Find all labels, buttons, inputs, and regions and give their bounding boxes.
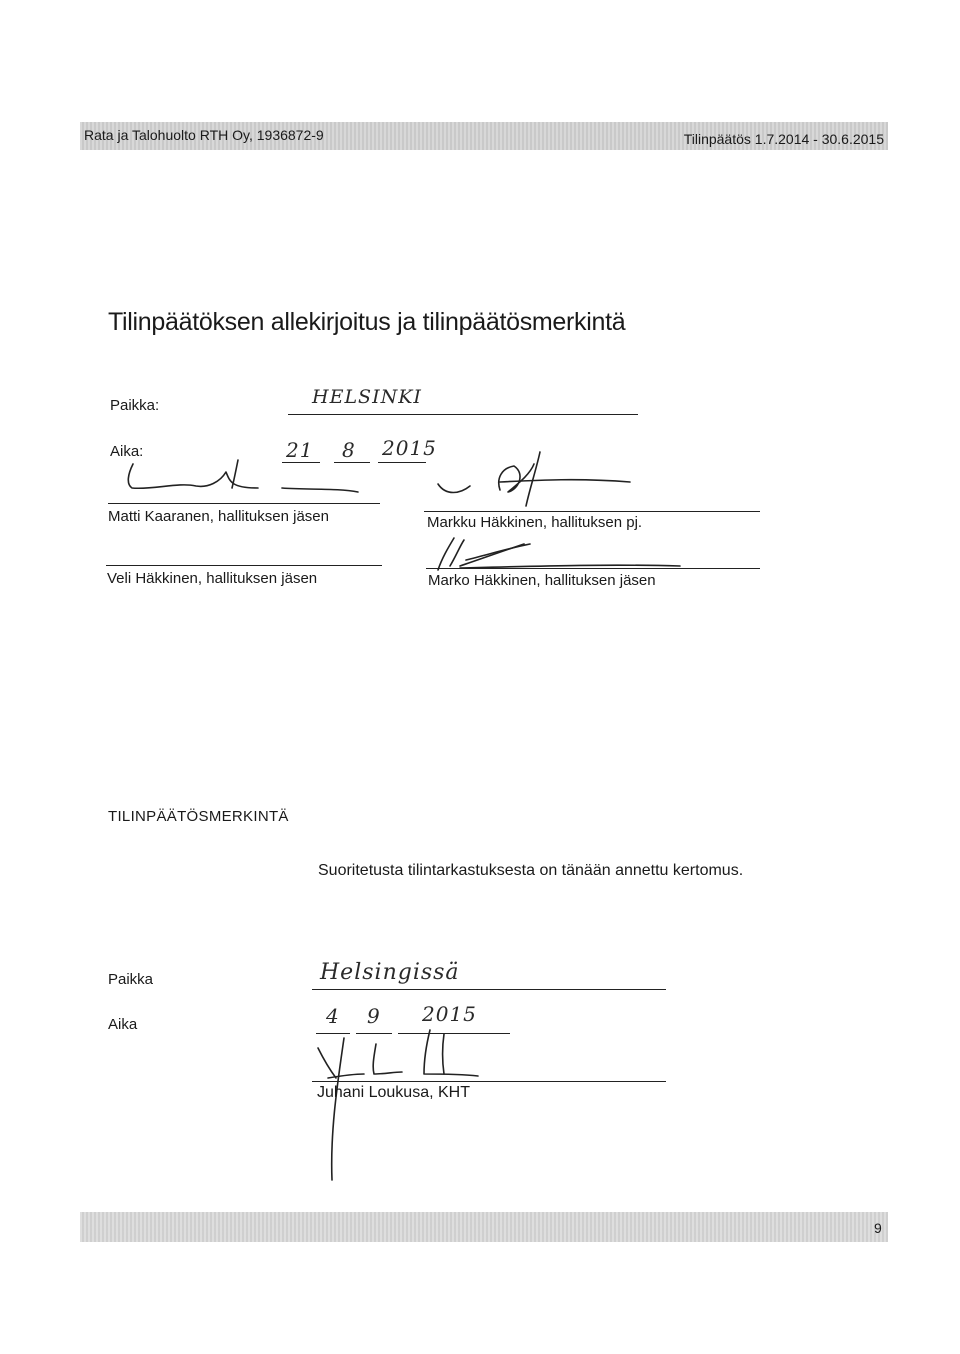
audit-place-label: Paikka (108, 971, 154, 988)
header-company: Rata ja Talohuolto RTH Oy, 1936872-9 (84, 127, 324, 143)
audit-heading: TILINPÄÄTÖSMERKINTÄ (108, 808, 289, 825)
date-year: 2015 (382, 436, 437, 460)
signature-juhani-loukusa (310, 1030, 530, 1190)
page-title: Tilinpäätöksen allekirjoitus ja tilinpäätösmerkintä (108, 308, 626, 336)
signatory-4: Marko Häkkinen, hallituksen jäsen (428, 572, 656, 589)
signature-line-1 (108, 503, 380, 504)
signature-line-4 (426, 568, 760, 569)
signature-matti-kaaranen (108, 452, 378, 502)
place-line (288, 414, 638, 415)
audit-place-handwritten: Helsingissä (320, 960, 460, 985)
footer-bar (80, 1212, 888, 1242)
signatory-1: Matti Kaaranen, hallituksen jäsen (108, 508, 329, 525)
date-label: Aika: (110, 443, 144, 460)
signatory-3: Veli Häkkinen, hallituksen jäsen (107, 570, 318, 587)
audit-date-month: 9 (367, 1004, 381, 1028)
header-period: Tilinpäätös 1.7.2014 - 30.6.2015 (683, 131, 884, 147)
auditor-signature-line (312, 1081, 666, 1082)
audit-date-day: 4 (326, 1004, 340, 1028)
page-number: 9 (874, 1220, 882, 1236)
date-month: 8 (342, 438, 356, 462)
audit-statement: Suoritetusta tilintarkastuksesta on tänään annettu kertomus. (318, 862, 744, 879)
date-year-line (378, 462, 426, 463)
audit-place-line (312, 989, 666, 990)
date-day: 21 (286, 438, 314, 462)
signature-line-3 (106, 565, 382, 566)
audit-date-year: 2015 (422, 1002, 477, 1026)
signatory-2: Markku Häkkinen, hallituksen pj. (427, 514, 643, 531)
signature-line-2 (424, 511, 760, 512)
audit-date-label: Aika (108, 1016, 138, 1033)
auditor-name: Juhani Loukusa, KHT (317, 1084, 470, 1101)
signature-markku-hakkinen (430, 452, 680, 512)
place-handwritten: HELSINKI (312, 386, 422, 408)
place-label: Paikka: (110, 397, 160, 414)
